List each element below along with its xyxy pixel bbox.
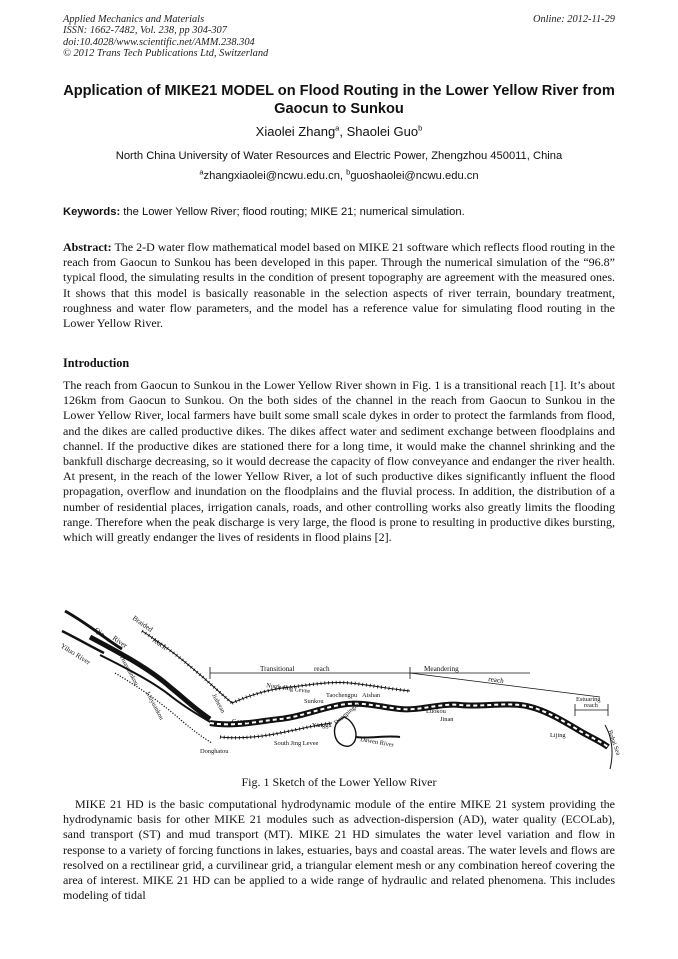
river-sketch-map <box>60 597 620 773</box>
author-superscript: a <box>335 123 340 133</box>
map-label: Bohai Sea <box>606 729 622 757</box>
online-date: Online: 2012-11-29 <box>532 14 615 25</box>
email-link[interactable]: zhangxiaolei@ncwu.edu.cn <box>203 170 340 182</box>
abstract-label: Abstract: <box>63 240 112 254</box>
map-label: Yanggu <box>312 722 332 729</box>
email-line <box>63 167 615 182</box>
map-label: Transitional <box>260 665 295 673</box>
main-river-channel <box>210 704 608 747</box>
author-name: Shaolei Guo <box>346 124 419 139</box>
keywords-text: the Lower Yellow River; flood routing; MIKE 21; numerical simulation. <box>120 206 465 218</box>
journal-name: Applied Mechanics and Materials <box>63 14 205 25</box>
map-label: South Jing Levee <box>274 740 319 747</box>
map-label: reach <box>150 636 169 652</box>
section-heading: Introduction <box>63 356 130 370</box>
body-paragraph: MIKE 21 HD is the basic computational hydrodynamic module of the entire MIKE 21 system providing the hydrodynamic basis for other MIKE 21 modules such as advection-dispersion (AD), water quality (ECOLab), sand transport (ST) and mud transport (MT). MIKE 21 HD simulates the water level variation and flow in response to a variety of forcing functions in lakes, estuaries, bays and coastal areas. The water levels and flows are resolved on a rectilinear grid, a curvilinear grid, a triangular element mesh or any combination hereof covering the area of interest. MIKE 21 HD can be applied to a wide range of hydraulic and related phenomena. This includes modeling of tidal <box>63 797 615 903</box>
abstract-text: The 2-D water flow mathematical model based on MIKE 21 software which reflects flood routing in the reach from Gaocun to Sunkou has been developed in this paper. Through the numerical simulation of the “96.8” typical flood, the simulating results in the condition of present topography are agreement with the measured ones. It shows that this model is basically reasonable in the selection aspects of river terrain, boundary treatment, roughness and water flow parameters, and the model has a reference value for simulating flood routing in the Lower Yellow River. <box>63 240 615 331</box>
map-label: Taochengpu <box>326 692 358 699</box>
map-label: Sunkou <box>304 698 324 705</box>
figure-1 <box>60 597 620 773</box>
map-label: Liuyuankou <box>144 690 165 722</box>
map-label: reach <box>487 675 505 686</box>
map-label: Dongpinghu <box>332 700 362 727</box>
email-superscript: a <box>199 167 204 177</box>
keywords <box>63 206 615 218</box>
author-line <box>63 124 615 139</box>
map-label: reach <box>584 702 598 709</box>
map-label: Gaocun <box>232 718 252 725</box>
map-label: Jiahetan <box>210 692 227 715</box>
author-separator: , <box>339 124 347 139</box>
map-label: Braided <box>130 614 155 634</box>
email-superscript: b <box>346 167 351 177</box>
map-label: Estuaring <box>576 696 601 703</box>
map-label: North Jing Levee <box>265 682 311 696</box>
map-label: Lijing <box>550 732 566 739</box>
map-label: Qin <box>92 626 107 639</box>
map-label: Huayuankou <box>118 654 140 687</box>
affiliation: North China University of Water Resources and Electric Power, Zhengzhou 450011, China <box>115 150 563 162</box>
map-label: Yiluo River <box>58 641 92 667</box>
map-label: Dawen River <box>359 736 395 749</box>
map-label: reach <box>314 665 330 673</box>
author-superscript: b <box>418 123 423 133</box>
email-link[interactable]: guoshaolei@ncwu.edu.cn <box>350 170 479 182</box>
map-label: Aishan <box>362 692 381 699</box>
keywords-label: Keywords: <box>63 206 121 218</box>
copyright-line: © 2012 Trans Tech Publications Ltd, Switzerland <box>63 48 269 60</box>
issn-line: ISSN: 1662-7482, Vol. 238, pp 304-307 <box>63 25 227 37</box>
abstract <box>63 240 615 331</box>
introduction-paragraph: The reach from Gaocun to Sunkou in the Lower Yellow River shown in Fig. 1 is a transitional reach [1]. It’s about 126km from Gaocun to Sunkou. On the both sides of the channel in the reach from Gaocun to Sunkou in the Lower Yellow River, local farmers have built some small scale dykes in order to protect the farmlands from flood, and the dikes are called productive dikes. The dikes affect water and sediment exchange between floodplains and channel. If the productive dikes are stationed there for a long time, it would make the channel shrinking and the bankfull discharge decreasing, so it would decrease the capacity of flow conveyance and endanger the river health. At present, in the reach of the lower Yellow River, a lot of such productive dikes significantly influent the flood propagation, overflow and inundation on the floodplains and the fluvial process. In addition, the distribution of a number of residential places, irrigation canals, roads, and other controlling works also greatly limits the flooding range. Therefore when the peak discharge is very large, the flood is prone to resulting in productive dikes bursting, which will greatly endanger the lives of residents in flood plains [2]. <box>63 378 615 545</box>
journal-header <box>63 14 268 60</box>
map-label: Donghatou <box>200 748 229 755</box>
figure-caption: Fig. 1 Sketch of the Lower Yellow River <box>241 775 437 789</box>
author-name: Xiaolei Zhang <box>255 124 336 139</box>
reach-line-meandering <box>410 673 600 697</box>
map-label: Jinan <box>440 716 454 723</box>
map-label: Luokou <box>426 708 446 715</box>
braided-reach-band <box>90 637 210 719</box>
email-separator: , <box>339 170 347 182</box>
paper-title: Application of MIKE21 MODEL on Flood Routing in the Lower Yellow River from Gaocun to Sunkou <box>63 83 615 117</box>
doi-line: doi:10.4028/www.scientific.net/AMM.238.304 <box>63 36 255 48</box>
map-label: Meandering <box>424 665 459 673</box>
map-label: River <box>110 634 129 650</box>
